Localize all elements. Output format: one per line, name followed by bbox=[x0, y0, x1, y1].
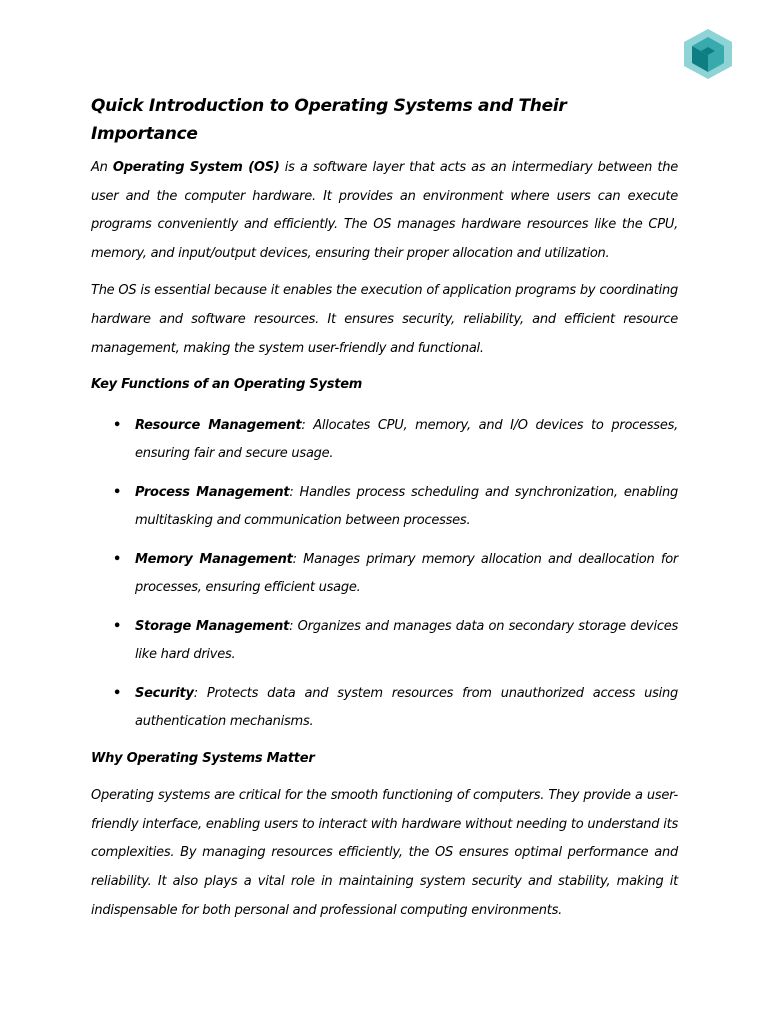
function-term: Security bbox=[135, 686, 194, 702]
function-term: Resource Management bbox=[135, 418, 302, 434]
why-heading: Why Operating Systems Matter bbox=[91, 751, 315, 767]
intro-text: is a software layer that acts as an intermediary between the user and the computer hardware. It provides an environment where users can execute programs conveniently and efficiently. The OS manages hardware resources like the CPU, memory, and input/output devices, ensuring their proper allocation and utilization. bbox=[91, 160, 679, 261]
function-description: : Manages primary memory allocation and deallocation for processes, ensuring efficient usage. bbox=[135, 552, 679, 596]
function-description: : Protects data and system resources from unauthorized access using authentication mechanisms. bbox=[135, 686, 678, 730]
functions-list bbox=[91, 412, 678, 736]
bullet-icon: • bbox=[113, 619, 122, 635]
function-term: Storage Management bbox=[135, 619, 290, 635]
function-description: : Organizes and manages data on secondary storage devices like hard drives. bbox=[135, 619, 678, 663]
intro-prefix: An bbox=[91, 160, 113, 175]
document-body bbox=[91, 92, 678, 925]
list-item bbox=[91, 479, 678, 535]
importance-paragraph: The OS is essential because it enables the execution of application programs by coordinating hardware and software resources. It ensures security, reliability, and efficient resource management, making the system user-friendly and functional. bbox=[91, 283, 678, 356]
function-term: Memory Management bbox=[135, 552, 293, 568]
function-term: Process Management bbox=[135, 485, 290, 501]
bullet-icon: • bbox=[113, 418, 122, 434]
bullet-icon: • bbox=[113, 686, 122, 702]
list-item bbox=[91, 546, 678, 602]
function-description: : Allocates CPU, memory, and I/O devices to processes, ensuring fair and secure usage. bbox=[135, 418, 678, 462]
document-title: Quick Introduction to Operating Systems and Their Importance bbox=[91, 96, 567, 144]
why-paragraph: Operating systems are critical for the smooth functioning of computers. They provide a user-friendly interface, enabling users to interact with hardware without needing to understand its complexities. By managing resources efficiently, the OS ensures optimal performance and reliability. It also plays a vital role in maintaining system security and stability, making it indispensable for both personal and professional computing environments. bbox=[91, 788, 678, 918]
bullet-icon: • bbox=[113, 552, 122, 568]
intro-term: Operating System (OS) bbox=[112, 160, 280, 175]
functions-heading: Key Functions of an Operating System bbox=[91, 377, 363, 393]
list-item bbox=[91, 613, 678, 669]
hexagon-cube-logo bbox=[683, 28, 733, 80]
intro-paragraph bbox=[91, 154, 678, 268]
list-item bbox=[91, 680, 678, 736]
list-item bbox=[91, 412, 678, 468]
function-description: : Handles process scheduling and synchronization, enabling multitasking and communication between processes. bbox=[135, 485, 679, 529]
bullet-icon: • bbox=[113, 485, 122, 501]
